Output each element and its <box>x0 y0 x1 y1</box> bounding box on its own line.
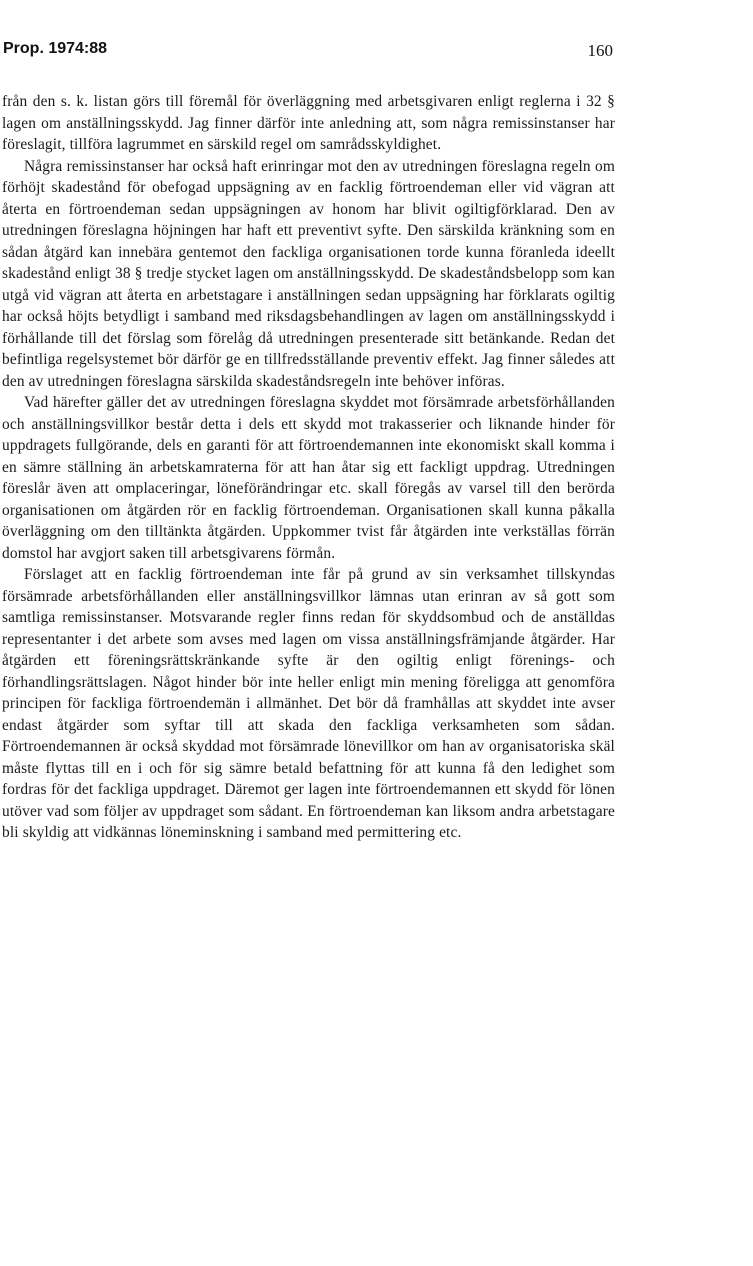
page-body <box>2 91 615 844</box>
paragraph-continuation: från den s. k. listan görs till föremål för överläggning med arbetsgivaren enligt reglerna i 32 § lagen om anställningsskydd. Jag finner därför inte anledning att, som några remissinstanser har föreslagit, tillföra lagrummet en särskild regel om samrådsskyldighet. <box>2 93 615 153</box>
page-header <box>3 40 613 66</box>
paragraph-proposal: Förslaget att en facklig förtroendeman inte får på grund av sin verksamhet tillskyndas försämrade arbetsförhållanden eller anställningsvillkor lämnas utan erinran av så gott som samtliga remissinstanser. Motsvarande regler finns redan för skyddsombud och de anställdas representanter i det arbete som avses med lagen om vissa anställningsfrämjande åtgärder. Har åtgärden ett föreningsrättskränkande syfte är den ogiltig enligt förenings- och förhandlingsrättslagen. Något hinder bör inte heller enligt min mening föreligga att genomföra principen för fackliga förtroendemän i allmänhet. Det bör då framhållas att skyddet inte avser endast åtgärder som syftar till att skada den fackliga verksamheten som sådan. Förtroendemannen är också skyddad mot försämrade lönevillkor om han av organisatoriska skäl måste flyttas till en i och för sig sämre betald befattning för att kunna få den ledighet som fordras för det fackliga uppdraget. Däremot ger lagen inte förtroendemannen ett skydd för lönen utöver vad som följer av uppdraget som sådant. En förtroendeman kan liksom andra arbetstagare bli skyldig att vidkännas löneminskning i samband med permittering etc. <box>2 566 615 841</box>
page-number: 160 <box>587 41 613 60</box>
paragraph-damages: Några remissinstanser har också haft erinringar mot den av utredningen föreslagna regeln om förhöjt skadestånd för obefogad uppsägning av en facklig förtroendeman eller vid vägran att återta en förtroendeman sedan uppsägningen av honom har blivit ogiltigförklarad. Den av utredningen föreslagna höjningen har haft ett preventivt syfte. Den särskilda kränkning som en sådan åtgärd kan innebära gentemot den fackliga organisationen torde kunna föranleda ideellt skadestånd enligt 38 § tredje stycket lagen om anställningsskydd. De skadeståndsbelopp som kan utgå vid vägran att återta en arbetstagare i anställningen sedan uppsägning har förklarats ogiltig har också höjts betydligt i samband med riksdagsbehandlingen av lagen om anställningsskydd i förhållande till det förslag som förelåg då utredningen presenterade sitt betänkande. Redan det befintliga regelsystemet bör därför ge en tillfredsställande preventiv effekt. Jag finner således att den av utredningen föreslagna särskilda skadeståndsregeln inte behöver införas. <box>2 157 615 390</box>
document-reference: Prop. 1974:88 <box>3 40 108 57</box>
paragraph-protection: Vad härefter gäller det av utredningen föreslagna skyddet mot försämrade arbetsförhållanden och anställningsvillkor består detta i dels ett skydd mot trakasserier och liknande hinder för uppdragets fullgörande, dels en garanti för att förtroendemannen inte ekonomiskt skall komma i en sämre ställning än arbetskamraterna för att han åtar sig ett fackligt uppdrag. Utredningen föreslår även att omplaceringar, löneförändringar etc. skall föregås av varsel till den berörda organisationen om åtgärden rör en facklig förtroendeman. Organisationen skall kunna påkalla överläggning om den tilltänkta åtgärden. Uppkommer tvist får åtgärden inte verkställas förrän domstol har avgjort saken till arbetsgivarens förmån. <box>2 394 615 562</box>
